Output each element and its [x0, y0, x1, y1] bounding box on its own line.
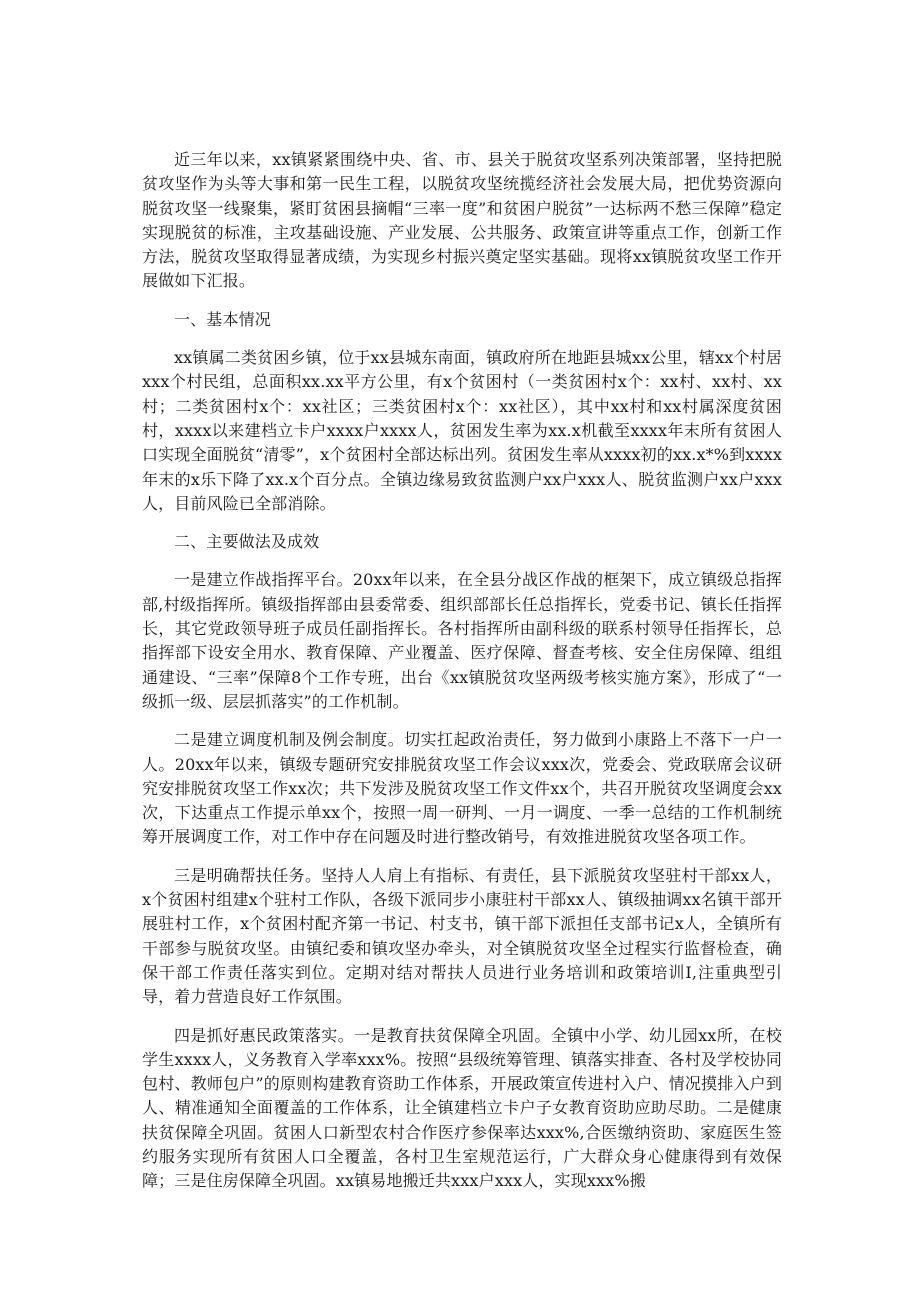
- section-heading-basic: 一、基本情况: [174, 309, 271, 329]
- measure-paragraph-4: 四是抓好惠民政策落实。一是教育扶贫保障全巩固。全镇中小学、幼儿园xx所，在校学生xxxx人，义务教育入学率xxx%。按照“县级统筹管理、镇落实排查、各村及学校协同包村、教师包户”的原则构建教育资助工作体系，开展政策宣传进村入户、情况摸排入户到人、精准通知全面覆盖的工作体系，让全镇建档立卡户子女教育资助应助尽助。二是健康扶贫保障全巩固。贫困人口新型农村合作医疗参保率达xxx%,合医缴纳资助、家庭医生签约服务实现所有贫困人口全覆盖，各村卫生室规范运行，广大群众身心健康得到有效保障；三是住房保障全巩固。xx镇易地搬迁共xxx户xxx人，实现xxx%搬: [142, 1025, 782, 1191]
- measure-paragraph-1: 一是建立作战指挥平台。20xx年以来，在全县分战区作战的框架下，成立镇级总指挥部,村级指挥所。镇级指挥部由县委常委、组织部部长任总指挥长，党委书记、镇长任指挥长，其它党政领导班子成员任副指挥长。各村指挥所由副科级的联系村领导任指挥长，总指挥部下设安全用水、教育保障、产业覆盖、医疗保障、督查考核、安全住房保障、组组通建设、“三率”保障8个工作专班，出台《xx镇脱贫攻坚两级考核实施方案》，形成了“一级抓一级、层层抓落实”的工作机制。: [142, 570, 782, 711]
- measure-paragraph-3: 三是明确帮扶任务。坚持人人肩上有指标、有责任，县下派脱贫攻坚驻村干部xx人，x个贫困村组建x个驻村工作队，各级下派同步小康驻村干部xx人、镇级抽调xx名镇干部开展驻村工作，x个贫困村配齐第一书记、村支书，镇干部下派担任支部书记x人，全镇所有干部参与脱贫攻坚。由镇纪委和镇攻坚办牵头，对全镇脱贫攻坚全过程实行监督检查，确保干部工作责任落实到位。定期对结对帮扶人员进行业务培训和政策培训I,注重典型引导，着力营造良好工作氛围。: [142, 865, 782, 1007]
- section-heading-measures: 二、主要做法及成效: [174, 532, 320, 552]
- document-page: [142, 148, 782, 1208]
- basic-situation-paragraph: xx镇属二类贫困乡镇，位于xx县城东南面，镇政府所在地距县城xx公里，辖xx个村居xxx个村民组，总面积xx.xx平方公里，有x个贫困村（一类贫困村x个：xx村、xx村、xx村；二类贫困村x个：xx社区；三类贫困村x个：xx社区），其中xx村和xx村属深度贫困村，xxxx以来建档立卡户xxxx户xxxx人，贫困发生率为xx.x机截至xxxx年末所有贫困人口实现全面脱贫“清零”，x个贫困村全部达标出列。贫困发生率从xxxx初的xx.x*%到xxxx年末的x乐下降了xx.x个百分点。全镇边缘易致贫监测户xx户xxx人、脱贫监测户xx户xxx人，目前风险已全部消除。: [142, 348, 782, 513]
- intro-paragraph: 近三年以来，xx镇紧紧围绕中央、省、市、县关于脱贫攻坚系列决策部署，坚持把脱贫攻坚作为头等大事和第一民生工程，以脱贫攻坚统揽经济社会发展大局，把优势资源向脱贫攻坚一线聚集，紧盯贫困县摘帽“三率一度”和贫困户脱贫”一达标两不愁三保障”稳定实现脱贫的标准，主攻基础设施、产业发展、公共服务、政策宣讲等重点工作，创新工作方法，脱贫攻坚取得显著成绩，为实现乡村振兴奠定坚实基础。现将xx镇脱贫攻坚工作开展做如下汇报。: [142, 150, 782, 291]
- measure-paragraph-2: 二是建立调度机制及例会制度。切实扛起政治责任，努力做到小康路上不落下一户一人。20xx年以来，镇级专题研究安排脱贫攻坚工作会议xxx次，党委会、党政联席会议研究安排脱贫攻坚工作xx次；共下发涉及脱贫攻坚工作文件xx个，共召开脱贫攻坚调度会xx次，下达重点工作提示单xx个，按照一周一研判、一月一调度、一季一总结的工作机制统筹开展调度工作，对工作中存在问题及时进行整改销号，有效推进脱贫攻坚各项工作。: [142, 730, 782, 847]
